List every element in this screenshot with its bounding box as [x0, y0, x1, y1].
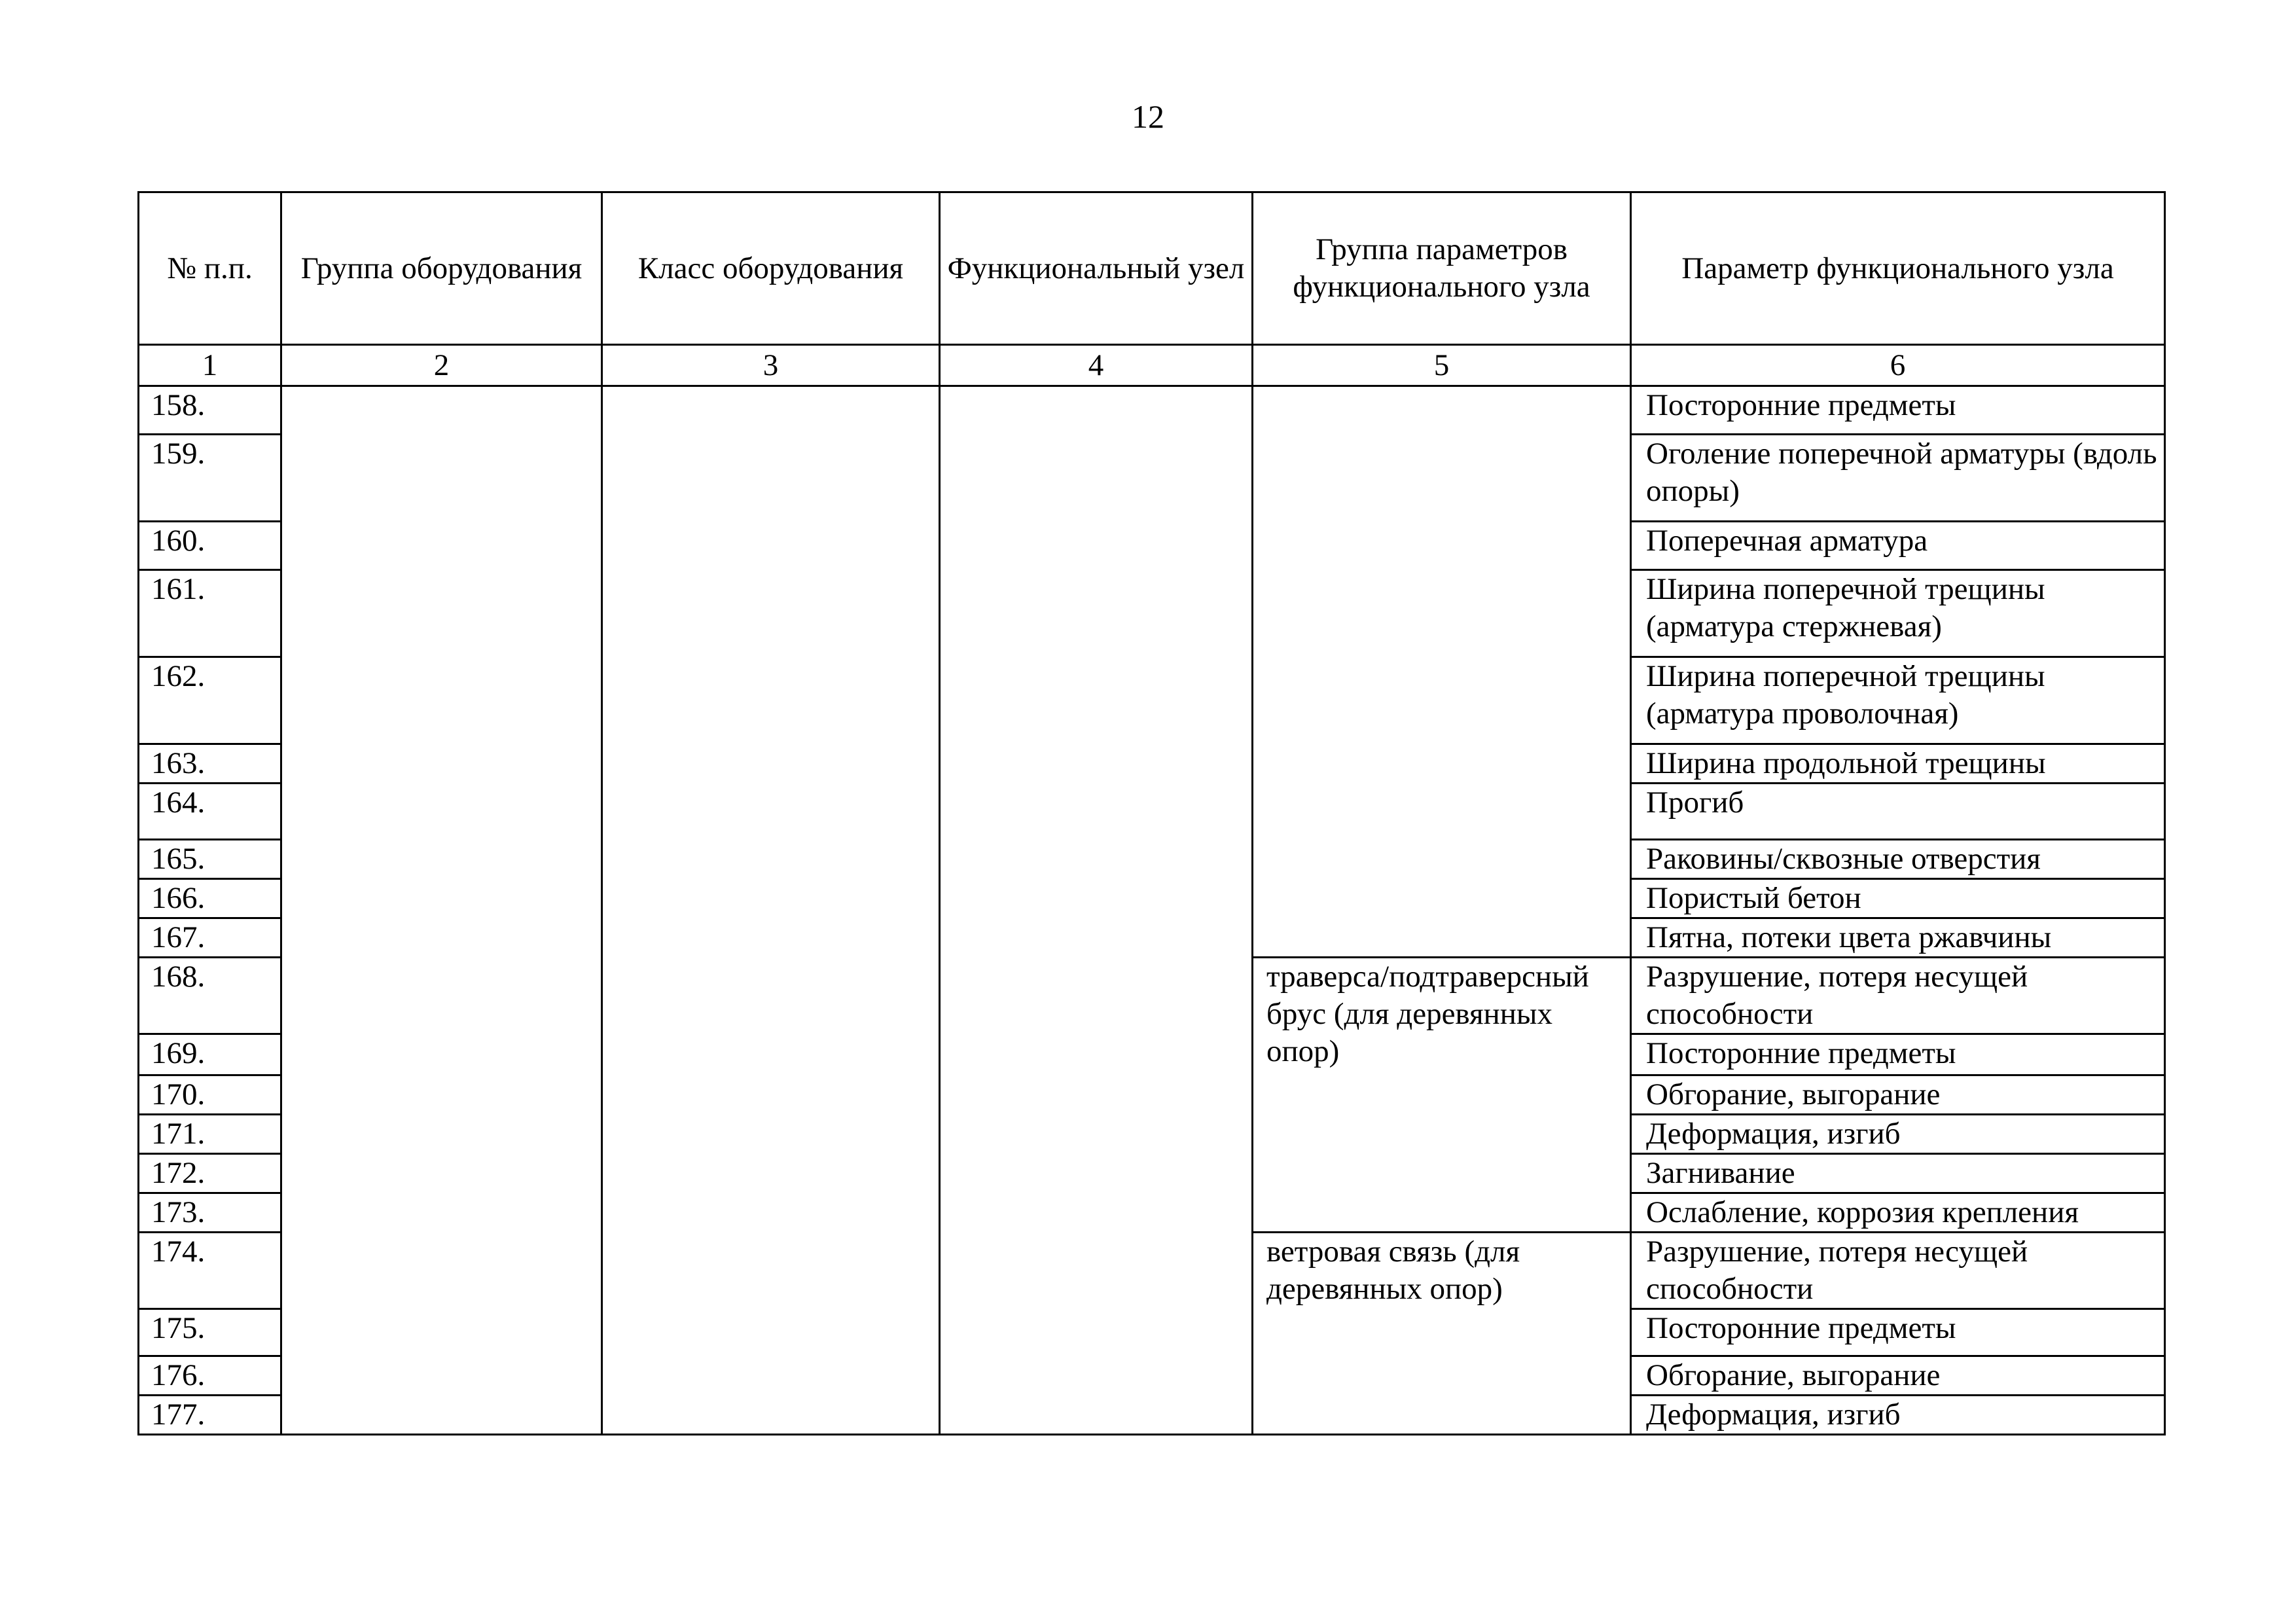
column-number: 4 [940, 345, 1253, 386]
parameter-cell: Ширина продольной трещины [1631, 744, 2165, 784]
row-number: 177. [139, 1396, 281, 1435]
header-equipment-class: Класс оборудования [602, 192, 940, 345]
page-number: 12 [1132, 98, 1164, 135]
parameter-cell: Пористый бетон [1631, 879, 2165, 918]
parameter-cell: Пятна, потеки цвета ржавчины [1631, 918, 2165, 958]
parameter-cell: Оголение поперечной арматуры (вдоль опоры) [1631, 435, 2165, 522]
column-number: 2 [281, 345, 602, 386]
parameter-cell: Деформация, изгиб [1631, 1115, 2165, 1154]
equipment-parameters-table [137, 191, 2166, 1435]
row-number: 158. [139, 386, 281, 435]
header-parameter: Параметр функционального узла [1631, 192, 2165, 345]
column-number: 5 [1253, 345, 1631, 386]
column-numbers-row [139, 345, 2165, 386]
row-number: 174. [139, 1233, 281, 1309]
header-number: № п.п. [139, 192, 281, 345]
parameter-cell: Посторонние предметы [1631, 386, 2165, 435]
row-number: 173. [139, 1193, 281, 1233]
parameter-cell: Поперечная арматура [1631, 522, 2165, 570]
parameter-cell: Посторонние предметы [1631, 1309, 2165, 1356]
row-number: 162. [139, 657, 281, 744]
header-functional-unit: Функциональный узел [940, 192, 1253, 345]
row-number: 165. [139, 840, 281, 879]
table-row [139, 386, 2165, 435]
parameter-cell: Обгорание, выгорание [1631, 1075, 2165, 1115]
parameter-group-cell: траверса/подтраверсный брус (для деревянных опор) [1253, 958, 1631, 1233]
row-number: 164. [139, 784, 281, 840]
row-number: 175. [139, 1309, 281, 1356]
row-number: 171. [139, 1115, 281, 1154]
parameter-cell: Разрушение, потеря несущей способности [1631, 958, 2165, 1034]
row-number: 163. [139, 744, 281, 784]
parameter-group-cell [1253, 386, 1631, 958]
row-number: 168. [139, 958, 281, 1034]
row-number: 176. [139, 1356, 281, 1396]
row-number: 159. [139, 435, 281, 522]
column-number: 1 [139, 345, 281, 386]
header-equipment-group: Группа оборудования [281, 192, 602, 345]
functional-unit-cell [940, 386, 1253, 1435]
header-parameter-group: Группа параметров функционального узла [1253, 192, 1631, 345]
row-number: 169. [139, 1034, 281, 1075]
parameter-cell: Ослабление, коррозия крепления [1631, 1193, 2165, 1233]
parameter-cell: Ширина поперечной трещины (арматура стержневая) [1631, 570, 2165, 657]
parameter-cell: Загнивание [1631, 1154, 2165, 1193]
equipment-group-cell [281, 386, 602, 1435]
equipment-class-cell [602, 386, 940, 1435]
parameter-group-cell: ветровая связь (для деревянных опор) [1253, 1233, 1631, 1435]
header-row [139, 192, 2165, 345]
row-number: 160. [139, 522, 281, 570]
row-number: 166. [139, 879, 281, 918]
row-number: 172. [139, 1154, 281, 1193]
parameter-cell: Раковины/сквозные отверстия [1631, 840, 2165, 879]
parameter-cell: Обгорание, выгорание [1631, 1356, 2165, 1396]
parameter-cell: Посторонние предметы [1631, 1034, 2165, 1075]
parameter-cell: Прогиб [1631, 784, 2165, 840]
column-number: 3 [602, 345, 940, 386]
row-number: 170. [139, 1075, 281, 1115]
column-number: 6 [1631, 345, 2165, 386]
parameter-cell: Ширина поперечной трещины (арматура проволочная) [1631, 657, 2165, 744]
row-number: 161. [139, 570, 281, 657]
parameter-cell: Разрушение, потеря несущей способности [1631, 1233, 2165, 1309]
row-number: 167. [139, 918, 281, 958]
parameter-cell: Деформация, изгиб [1631, 1396, 2165, 1435]
